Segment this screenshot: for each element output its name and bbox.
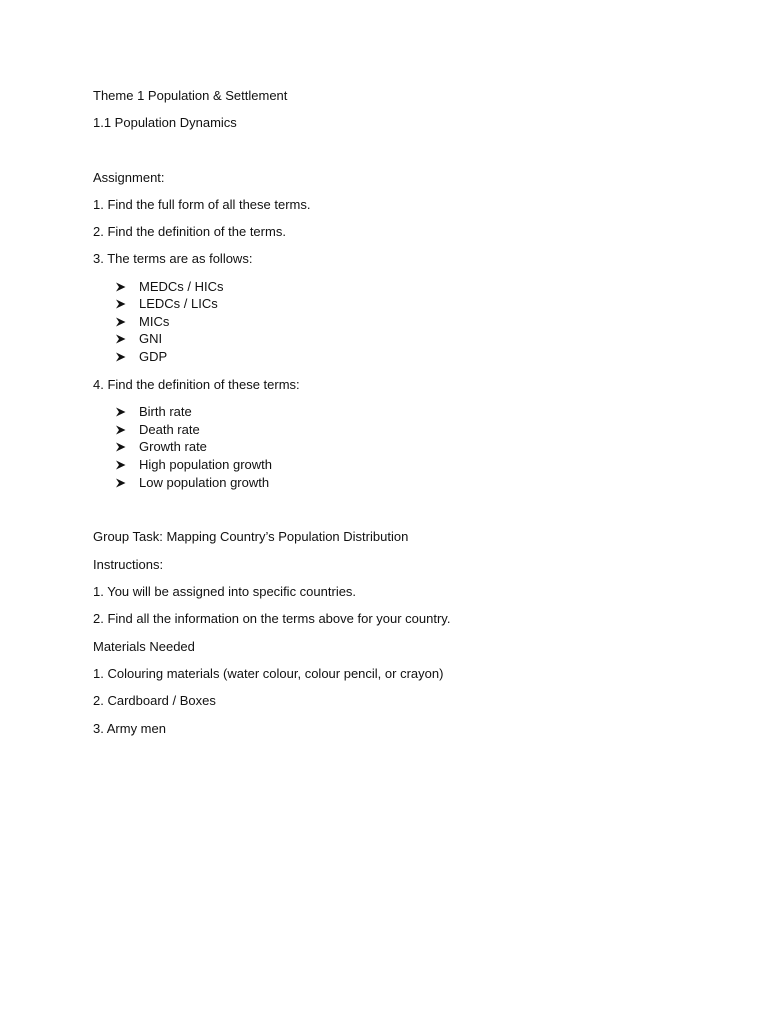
definition-label: Birth rate — [139, 404, 192, 419]
arrow-bullet-icon — [115, 421, 129, 438]
material-3: 3. Army men — [93, 721, 166, 736]
group-task-heading: Group Task: Mapping Country’s Population Distribution — [93, 529, 409, 544]
term-label: GNI — [139, 331, 163, 346]
instruction-2: 2. Find all the information on the terms above for your country. — [93, 611, 451, 626]
assignment-step-3: 3. The terms are as follows: — [93, 251, 253, 266]
assignment-heading: Assignment: — [93, 170, 165, 185]
definition-label: Growth rate — [139, 439, 207, 454]
subtopic-title: 1.1 Population Dynamics — [93, 115, 237, 130]
term-label: GDP — [139, 349, 168, 364]
term-label: MICs — [139, 314, 170, 329]
assignment-step-2: 2. Find the definition of the terms. — [93, 224, 286, 239]
arrow-bullet-icon — [115, 403, 129, 420]
arrow-bullet-icon — [115, 456, 129, 473]
term-label: LEDCs / LICs — [139, 296, 218, 311]
arrow-bullet-icon — [115, 348, 129, 365]
material-2: 2. Cardboard / Boxes — [93, 693, 216, 708]
material-1: 1. Colouring materials (water colour, colour pencil, or crayon) — [93, 666, 444, 681]
arrow-bullet-icon — [115, 295, 129, 312]
term-label: MEDCs / HICs — [139, 279, 224, 294]
definition-label: Low population growth — [139, 475, 270, 490]
arrow-bullet-icon — [115, 278, 129, 295]
assignment-step-1: 1. Find the full form of all these terms. — [93, 197, 311, 212]
arrow-bullet-icon — [115, 313, 129, 330]
instruction-1: 1. You will be assigned into specific countries. — [93, 584, 357, 599]
theme-title: Theme 1 Population & Settlement — [93, 88, 288, 103]
arrow-bullet-icon — [115, 438, 129, 455]
materials-heading: Materials Needed — [93, 639, 195, 654]
instructions-heading: Instructions: — [93, 557, 164, 572]
arrow-bullet-icon — [115, 474, 129, 491]
definition-label: Death rate — [139, 422, 200, 437]
arrow-bullet-icon — [115, 330, 129, 347]
assignment-step-4: 4. Find the definition of these terms: — [93, 377, 300, 392]
definition-label: High population growth — [139, 457, 272, 472]
